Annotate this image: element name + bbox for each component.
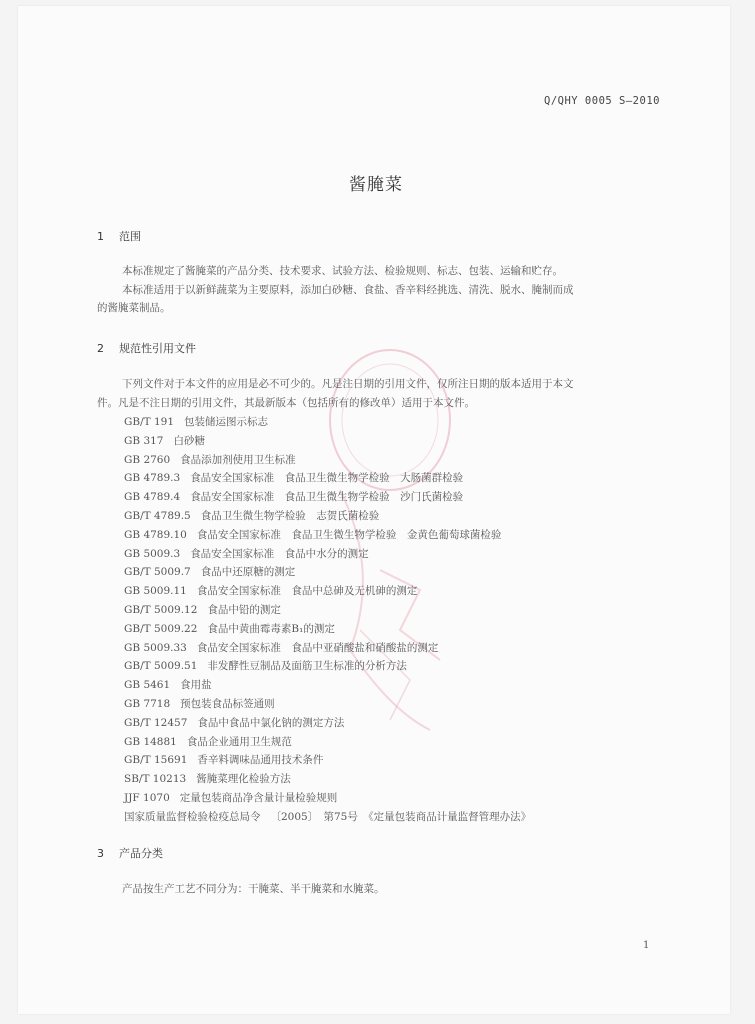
section-1-heading bbox=[97, 228, 141, 244]
reference-name: 食品安全国家标准 食品卫生微生物学检验 沙门氏菌检验 bbox=[190, 491, 464, 504]
reference-code: GB/T 191 bbox=[124, 416, 175, 428]
reference-name: 食品安全国家标准 食品卫生微生物学检验 大肠菌群检验 bbox=[190, 472, 464, 485]
reference-item bbox=[124, 657, 531, 676]
section-number: 3 bbox=[97, 847, 104, 860]
reference-item bbox=[124, 526, 531, 545]
classification-paragraph: 产品按生产工艺不同分为：干腌菜、半干腌菜和水腌菜。 bbox=[122, 883, 385, 895]
reference-code: GB 4789.10 bbox=[124, 528, 187, 541]
reference-code: GB 5461 bbox=[124, 679, 171, 692]
normative-references-list bbox=[124, 413, 531, 827]
reference-item bbox=[124, 639, 531, 658]
reference-name: 预包装食品标签通则 bbox=[180, 697, 275, 710]
reference-name: 食品安全国家标准 食品中总砷及无机砷的测定 bbox=[196, 585, 418, 598]
reference-code: GB 5009.33 bbox=[124, 641, 187, 654]
references-intro-line-2: 件。凡是不注日期的引用文件，其最新版本（包括所有的修改单）适用于本文件。 bbox=[97, 397, 475, 409]
reference-name: 食用盐 bbox=[180, 679, 212, 692]
reference-item bbox=[124, 545, 531, 564]
reference-name: 食品中黄曲霉毒素B₁的测定 bbox=[207, 622, 335, 635]
reference-item bbox=[124, 789, 531, 808]
reference-name: 酱腌菜理化检验方法 bbox=[196, 773, 291, 786]
reference-name: 非发酵性豆制品及面筋卫生标准的分析方法 bbox=[207, 660, 407, 673]
reference-item bbox=[124, 770, 531, 789]
reference-name: 食品安全国家标准 食品中亚硝酸盐和硝酸盐的测定 bbox=[196, 641, 439, 654]
reference-item bbox=[124, 563, 531, 582]
reference-code: GB/T 5009.7 bbox=[124, 566, 191, 579]
section-3-heading bbox=[97, 845, 163, 861]
document-title: 酱腌菜 bbox=[349, 175, 403, 195]
reference-code: GB 4789.3 bbox=[124, 472, 181, 485]
reference-item bbox=[124, 432, 531, 451]
reference-name: 香辛料调味品通用技术条件 bbox=[197, 754, 324, 767]
section-number: 1 bbox=[97, 230, 104, 243]
reference-code: GB 5009.11 bbox=[124, 585, 187, 598]
reference-name: 定量包装商品净含量计量检验规则 bbox=[179, 791, 338, 804]
reference-name: 包装储运图示标志 bbox=[184, 416, 269, 428]
standard-code: Q/QHY 0005 S—2010 bbox=[544, 95, 660, 107]
reference-name: 食品中还原糖的测定 bbox=[200, 566, 296, 579]
page-number: 1 bbox=[643, 940, 650, 951]
reference-item bbox=[124, 808, 531, 827]
reference-code: GB/T 5009.51 bbox=[124, 660, 198, 673]
scope-paragraph-1: 本标准规定了酱腌菜的产品分类、技术要求、试验方法、检验规则、标志、包装、运输和贮存。 bbox=[122, 265, 563, 277]
reference-code: GB/T 4789.5 bbox=[124, 509, 191, 522]
scope-paragraph-2-line-2: 的酱腌菜制品。 bbox=[97, 302, 171, 314]
reference-name: 食品安全国家标准 食品卫生微生物学检验 金黄色葡萄球菌检验 bbox=[196, 528, 502, 541]
reference-name: 食品中铅的测定 bbox=[207, 603, 281, 616]
reference-name: 食品中食品中氯化钠的测定方法 bbox=[197, 716, 345, 729]
reference-item bbox=[124, 676, 531, 695]
reference-item bbox=[124, 488, 531, 507]
reference-item bbox=[124, 733, 531, 752]
reference-item bbox=[124, 582, 531, 601]
section-number: 2 bbox=[97, 342, 104, 355]
reference-code: JJF 1070 bbox=[124, 791, 170, 804]
reference-code: GB 4789.4 bbox=[124, 491, 181, 504]
reference-code: GB/T 5009.22 bbox=[124, 622, 198, 635]
section-title: 规范性引用文件 bbox=[119, 342, 196, 355]
references-intro-line-1: 下列文件对于本文件的应用是必不可少的。凡是注日期的引用文件，仅所注日期的版本适用于本文 bbox=[122, 378, 574, 390]
reference-item bbox=[124, 601, 531, 620]
reference-code: GB/T 5009.12 bbox=[124, 603, 198, 616]
section-title: 产品分类 bbox=[119, 847, 163, 860]
reference-code: GB/T 15691 bbox=[124, 754, 188, 767]
reference-name: 食品添加剂使用卫生标准 bbox=[180, 453, 296, 466]
reference-item bbox=[124, 451, 531, 470]
reference-code: GB 7718 bbox=[124, 697, 171, 710]
reference-item bbox=[124, 413, 531, 432]
reference-name: 〔2005〕 第75号 《定量包装商品计量监督管理办法》 bbox=[270, 810, 532, 823]
section-2-heading bbox=[97, 340, 196, 356]
reference-item bbox=[124, 714, 531, 733]
section-title: 范围 bbox=[119, 230, 141, 243]
reference-code: SB/T 10213 bbox=[124, 773, 187, 786]
reference-item bbox=[124, 469, 531, 488]
reference-name: 白砂糖 bbox=[173, 434, 205, 447]
reference-item bbox=[124, 620, 531, 639]
reference-item bbox=[124, 507, 531, 526]
reference-name: 食品企业通用卫生规范 bbox=[186, 735, 292, 748]
reference-code: 国家质量监督检验检疫总局令 bbox=[124, 810, 261, 823]
reference-name: 食品卫生微生物学检验 志贺氏菌检验 bbox=[200, 509, 380, 522]
reference-name: 食品安全国家标准 食品中水分的测定 bbox=[190, 547, 369, 560]
scope-paragraph-2-line-1: 本标准适用于以新鲜蔬菜为主要原料，添加白砂糖、食盐、香辛料经挑选、清洗、脱水、腌制而成 bbox=[122, 284, 574, 296]
reference-code: GB 5009.3 bbox=[124, 547, 181, 560]
reference-code: GB/T 12457 bbox=[124, 716, 188, 729]
reference-item bbox=[124, 751, 531, 770]
reference-code: GB 2760 bbox=[124, 453, 171, 466]
reference-code: GB 317 bbox=[124, 434, 164, 447]
reference-code: GB 14881 bbox=[124, 735, 177, 748]
reference-item bbox=[124, 695, 531, 714]
